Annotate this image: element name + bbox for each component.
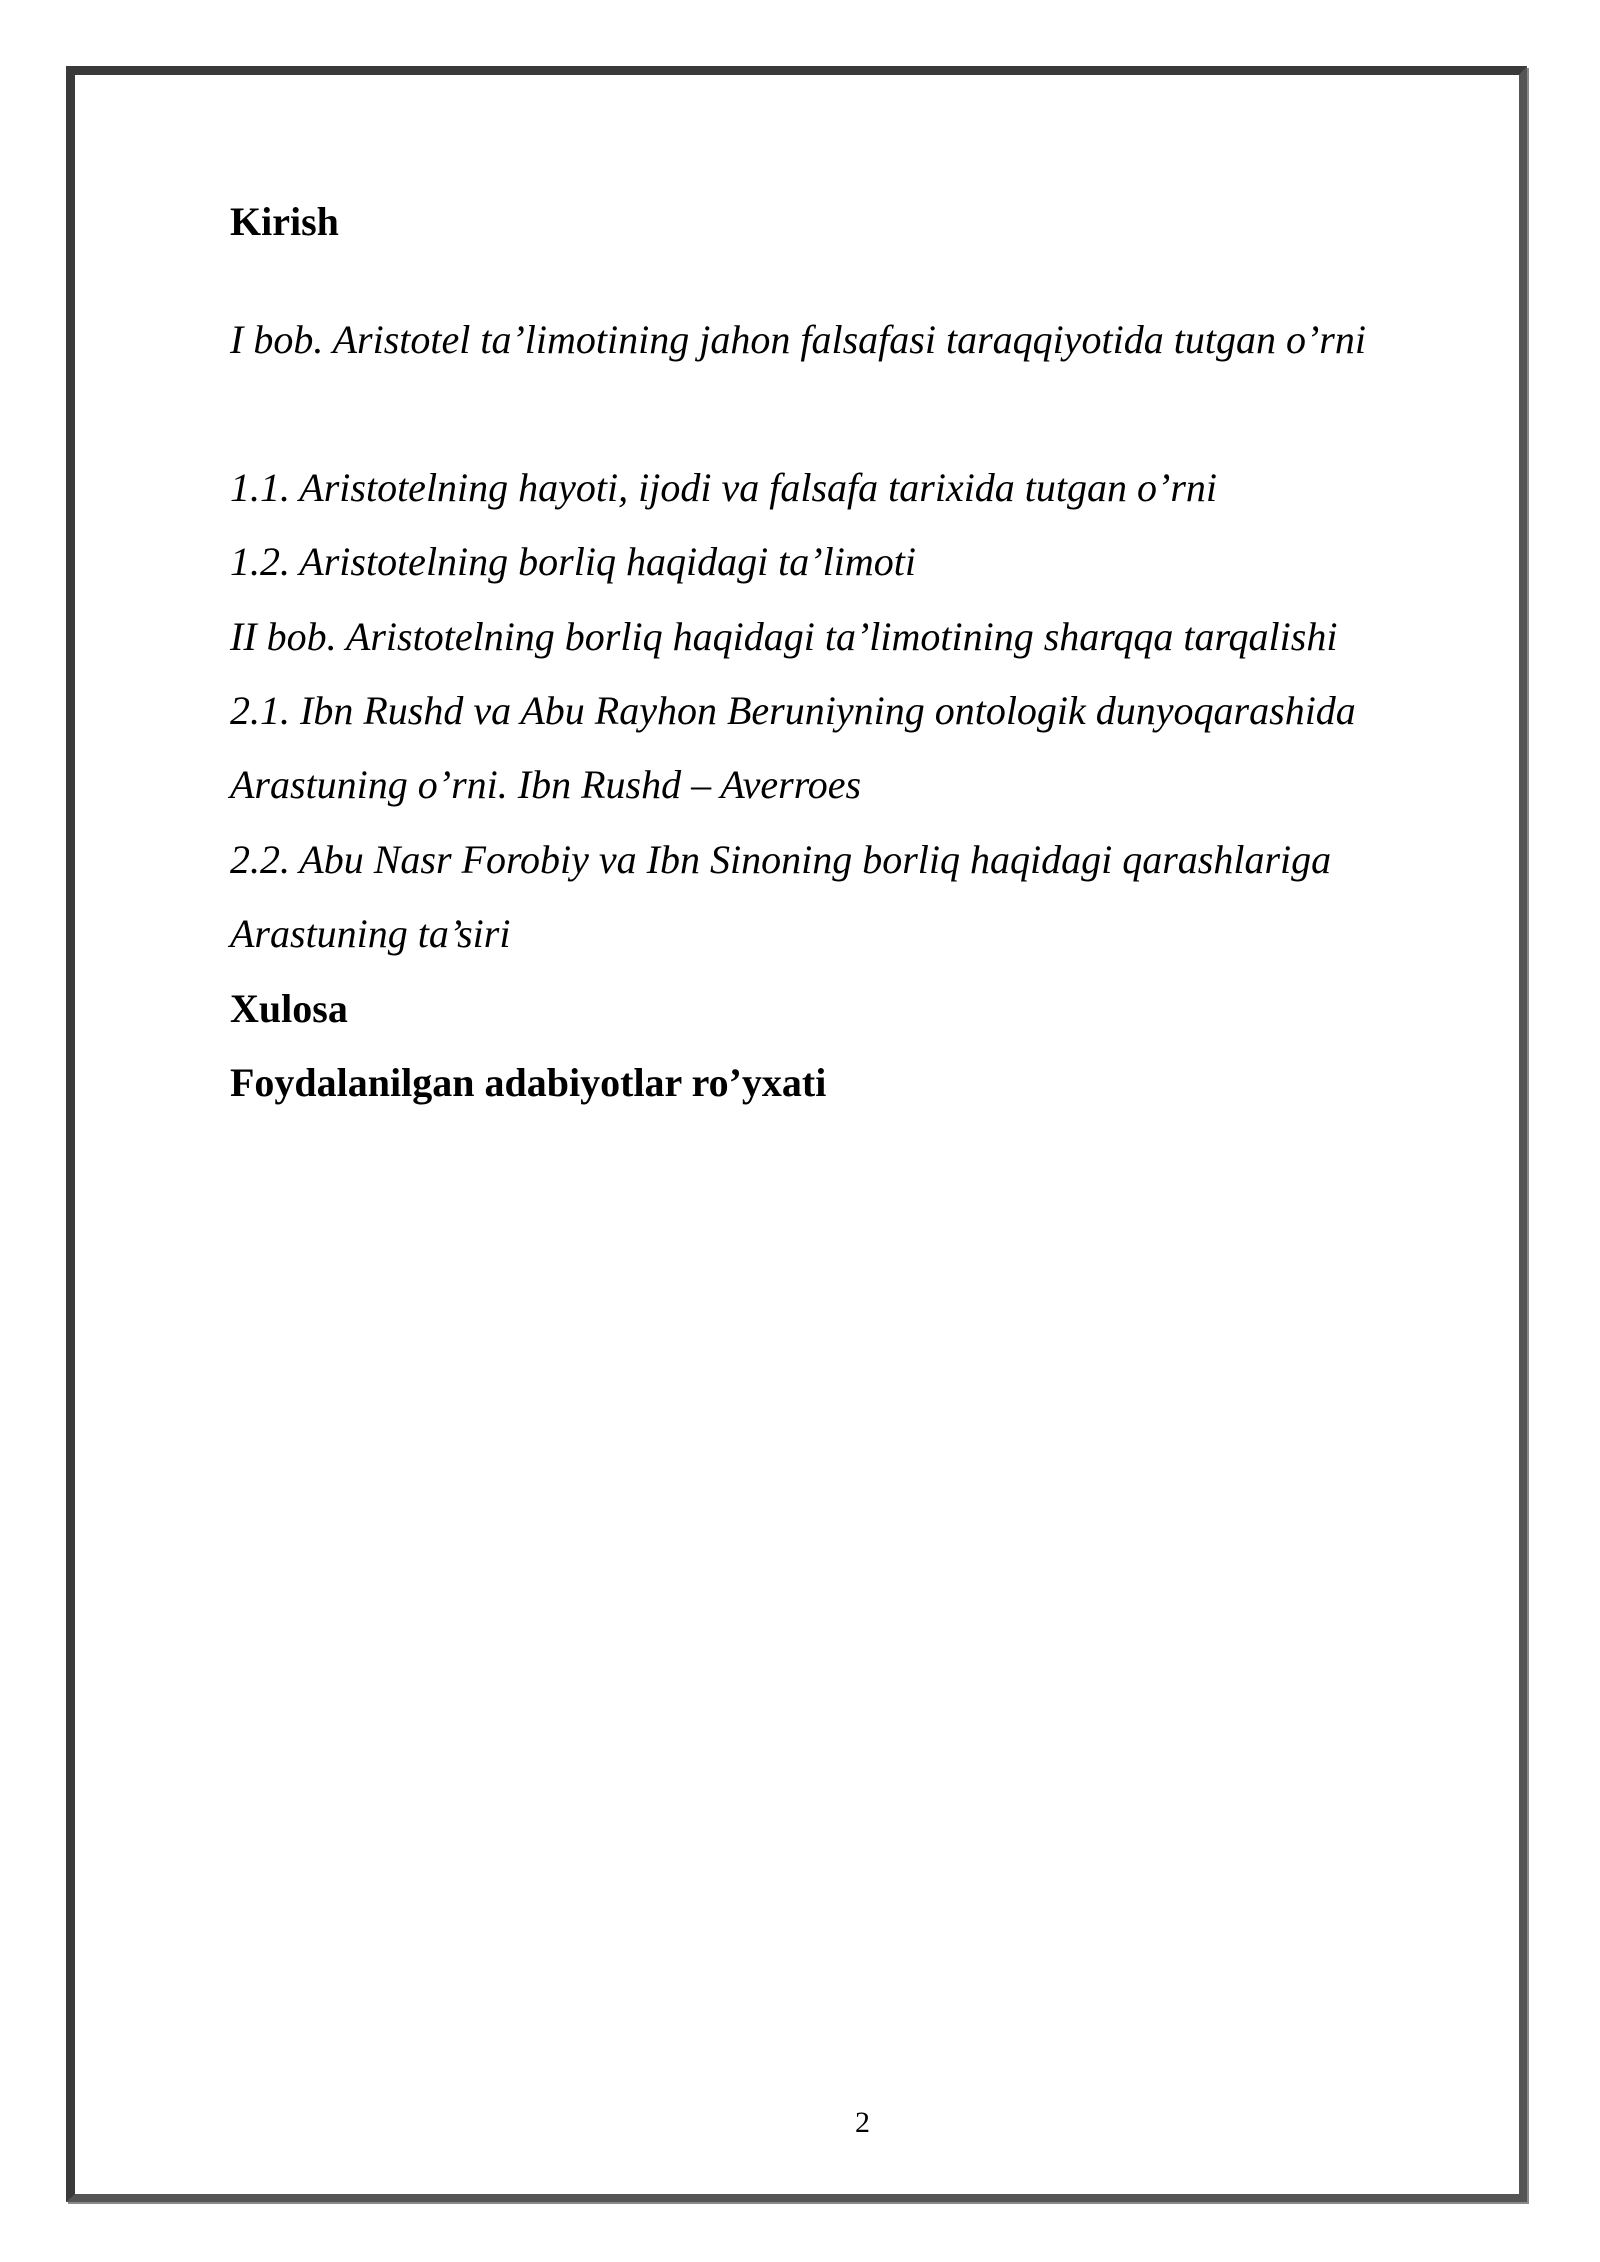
toc-section-1-2: 1.2. Aristotelning borliq haqidagi ta’limoti [230, 539, 916, 584]
toc-section-2-1-line-1: 2.1. Ibn Rushd va Abu Rayhon Beruniyning ontologik dunyoqarashida [230, 688, 1356, 733]
toc-chapter-1: I bob. Aristotel ta’limotining jahon falsafasi taraqqiyotida tutgan o’rni [230, 317, 1366, 362]
toc-xulosa: Xulosa [230, 986, 348, 1031]
toc-section-2-1-line-2: Arastuning o’rni. Ibn Rushd – Averroes [230, 762, 862, 807]
toc-section-2-2-line-2: Arastuning ta’siri [230, 911, 511, 956]
toc-chapter-2: II bob. Aristotelning borliq haqidagi ta’limotining sharqqa tarqalishi [230, 614, 1338, 659]
toc-kirish: Kirish [230, 199, 339, 244]
toc-section-1-1: 1.1. Aristotelning hayoti, ijodi va falsafa tarixida tutgan o’rni [230, 465, 1218, 510]
toc-section-2-2-line-1: 2.2. Abu Nasr Forobiy va Ibn Sinoning borliq haqidagi qarashlariga [230, 837, 1332, 882]
toc-references: Foydalanilgan adabiyotlar ro’yxati [230, 1060, 827, 1105]
page-number: 2 [855, 2106, 870, 2139]
page-border [66, 66, 1527, 2202]
